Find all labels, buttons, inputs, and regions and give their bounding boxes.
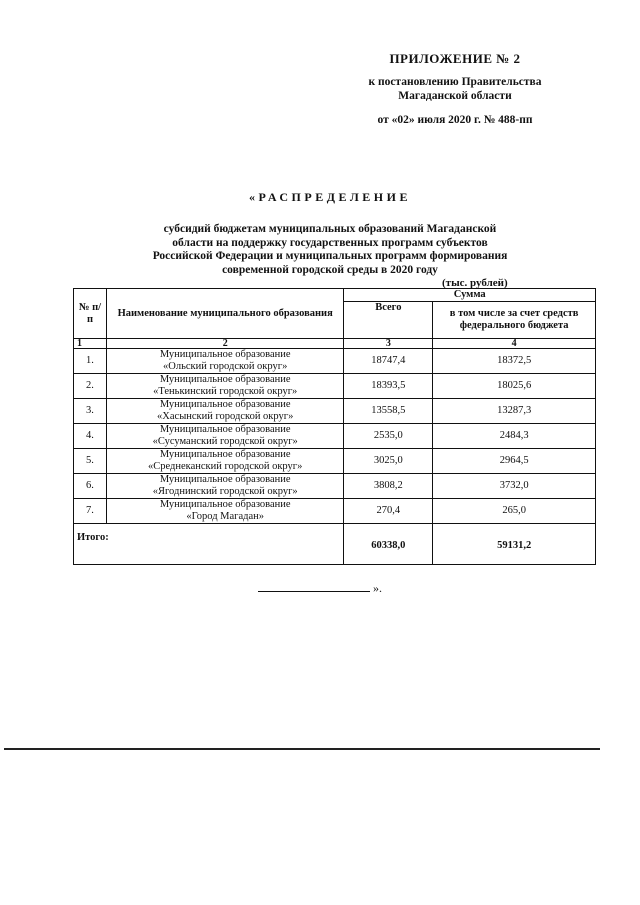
row-federal: 265,0 [433, 499, 596, 524]
appendix-block [330, 52, 580, 127]
row-name-line-1: Муниципальное образование [159, 349, 291, 360]
row-name [106, 374, 344, 399]
row-num: 2. [74, 374, 107, 399]
total-federal: 59131,2 [433, 524, 596, 565]
row-federal: 2484,3 [433, 424, 596, 449]
row-total: 3808,2 [344, 474, 433, 499]
row-num: 1. [74, 349, 107, 374]
row-name [106, 499, 344, 524]
subtitle-line-2: области на поддержку государственных программ субъектов [172, 236, 488, 249]
row-name [106, 424, 344, 449]
row-federal: 3732,0 [433, 474, 596, 499]
title-block [90, 190, 570, 277]
row-total: 13558,5 [344, 399, 433, 424]
row-total: 3025,0 [344, 449, 433, 474]
header-total: Всего [344, 302, 433, 339]
table-row [74, 349, 596, 374]
header-num: № п/п [74, 289, 107, 339]
row-name [106, 349, 344, 374]
table-header-row [74, 289, 596, 302]
row-num: 5. [74, 449, 107, 474]
row-name-line-2: «Город Магадан» [186, 511, 265, 522]
subtitle-line-4: современной городской среды в 2020 году [222, 263, 438, 276]
footer-divider [4, 748, 600, 750]
index-3: 3 [344, 339, 433, 349]
row-name-line-1: Муниципальное образование [159, 474, 291, 485]
row-name-line-2: «Хасынский городской округ» [157, 411, 294, 422]
row-name [106, 399, 344, 424]
row-name-line-2: «Сусуманский городской округ» [152, 436, 298, 447]
blank-underline [258, 580, 370, 592]
header-sum: Сумма [344, 289, 596, 302]
header-name: Наименование муниципального образования [106, 289, 344, 339]
table-index-row [74, 339, 596, 349]
total-sum: 60338,0 [344, 524, 433, 565]
table-row [74, 399, 596, 424]
row-federal: 2964,5 [433, 449, 596, 474]
row-name [106, 449, 344, 474]
row-name-line-2: «Среднеканский городской округ» [148, 461, 303, 472]
row-name-line-1: Муниципальное образование [159, 449, 291, 460]
row-num: 4. [74, 424, 107, 449]
row-name [106, 474, 344, 499]
row-name-line-2: «Тенькинский городской округ» [153, 386, 298, 397]
document-heading: «РАСПРЕДЕЛЕНИЕ [249, 190, 411, 204]
row-federal: 18025,6 [433, 374, 596, 399]
appendix-line-1: к постановлению Правительства [368, 76, 542, 88]
table-row [74, 474, 596, 499]
closing-quote: ». [373, 581, 382, 595]
row-name-line-1: Муниципальное образование [159, 374, 291, 385]
distribution-table [73, 288, 596, 565]
row-num: 7. [74, 499, 107, 524]
table-row [74, 424, 596, 449]
subtitle-line-1: субсидий бюджетам муниципальных образований Магаданской [163, 223, 497, 235]
row-name-line-2: «Ольский городской округ» [163, 361, 288, 372]
header-federal: в том числе за счет средств федерального бюджета [433, 302, 596, 339]
row-total: 18747,4 [344, 349, 433, 374]
row-federal: 13287,3 [433, 399, 596, 424]
index-2: 2 [106, 339, 344, 349]
row-total: 2535,0 [344, 424, 433, 449]
appendix-date: от «02» июля 2020 г. № 488-пп [377, 114, 533, 126]
index-1: 1 [74, 339, 107, 349]
closing-line [258, 580, 382, 596]
units-label: (тыс. рублей) [442, 277, 508, 289]
row-num: 6. [74, 474, 107, 499]
table-total-row [74, 524, 596, 565]
table-row [74, 499, 596, 524]
table-row [74, 449, 596, 474]
subtitle-line-3: Российской Федерации и муниципальных программ формирования [152, 250, 508, 262]
row-name-line-1: Муниципальное образование [159, 424, 291, 435]
appendix-number: ПРИЛОЖЕНИЕ № 2 [389, 51, 521, 66]
row-num: 3. [74, 399, 107, 424]
row-name-line-1: Муниципальное образование [159, 499, 291, 510]
row-federal: 18372,5 [433, 349, 596, 374]
table-row [74, 374, 596, 399]
row-total: 270,4 [344, 499, 433, 524]
index-4: 4 [433, 339, 596, 349]
appendix-line-2: Магаданской области [398, 90, 512, 102]
total-label: Итого: [74, 524, 344, 565]
row-total: 18393,5 [344, 374, 433, 399]
row-name-line-1: Муниципальное образование [159, 399, 291, 410]
row-name-line-2: «Ягоднинский городской округ» [152, 486, 298, 497]
